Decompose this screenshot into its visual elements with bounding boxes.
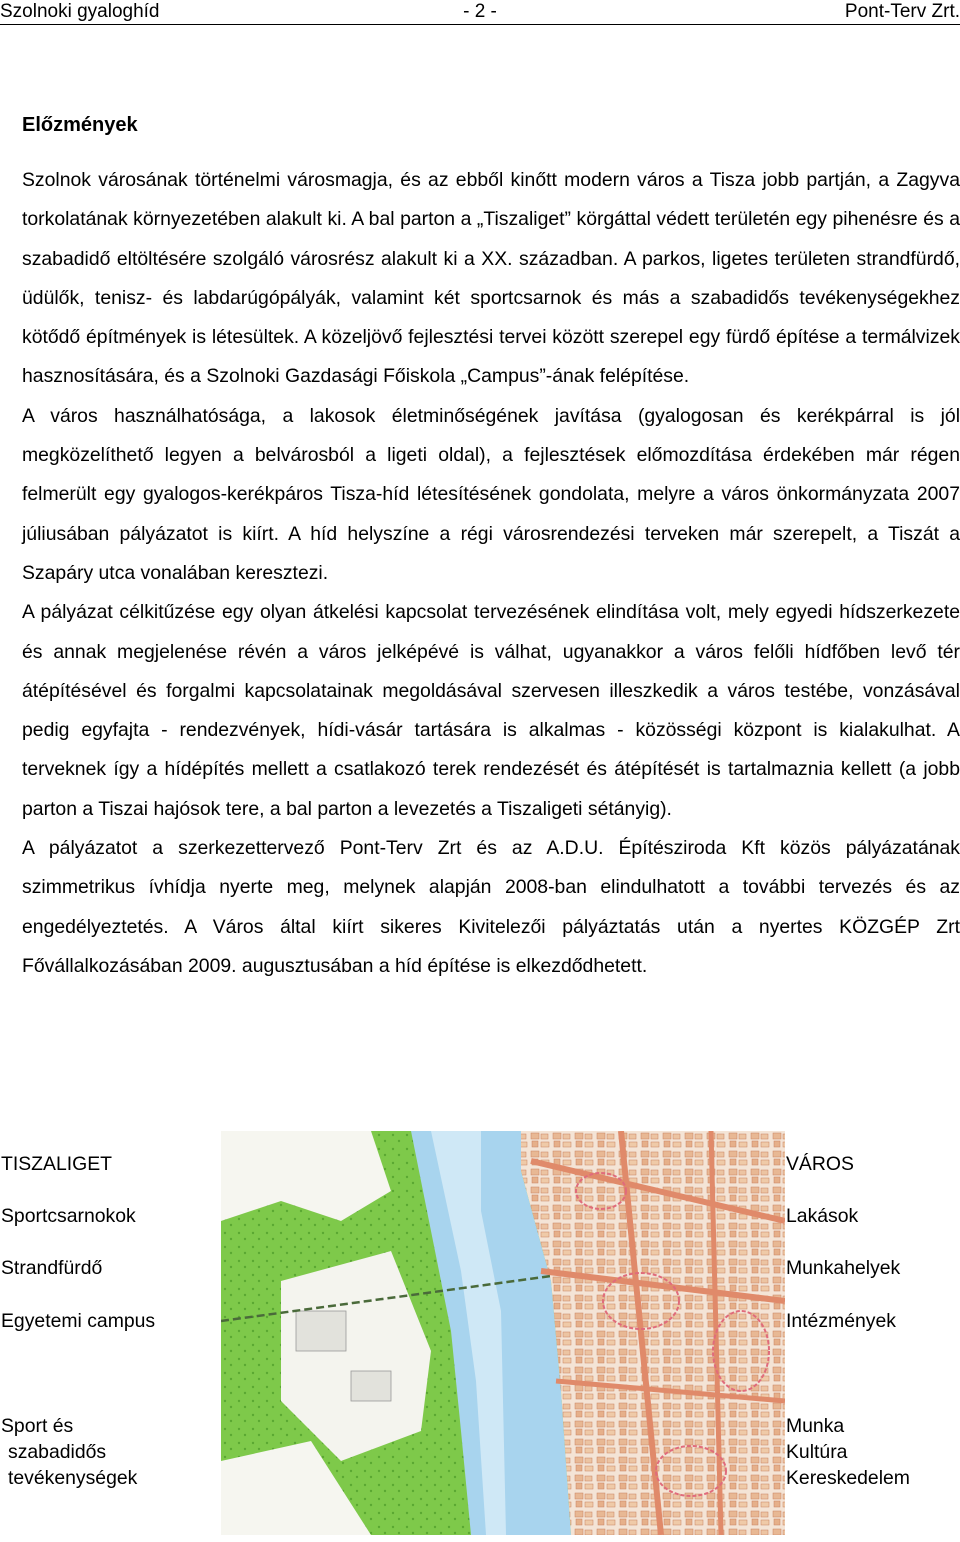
label-line: Sport és	[1, 1415, 74, 1437]
label-line: szabadidős	[8, 1441, 107, 1463]
label-line: Kultúra	[786, 1441, 848, 1463]
paragraph: A pályázatot a szerkezettervező Pont-Terv Zrt és az A.D.U. Építésziroda Kft közös pályázatának szimmetrikus ívhídja nyerte meg, melynek alapján 2008-ban elindulhatott a további tervezés és az engedélyeztetés. A Város által kiírt sikeres Kivitelezői pályáztatás után a nyertes KÖZGÉP Zrt Fővállalkozásában 2009. augusztusában a híd építése is elkezdődhetett.	[22, 837, 960, 977]
label-line: Kereskedelem	[786, 1467, 910, 1489]
paragraph: Szolnok városának történelmi városmagja, és az ebből kinőtt modern város a Tisza jobb partján, a Zagyva torkolatának környezetében alakult ki. A bal parton a „Tiszaliget” körgáttal védett területén egy pihenésre és a szabadidő eltöltésére szolgáló városrész alakult ki a XX. században. A parkos, ligetes területen strandfürdő, üdülők, tenisz- és labdarúgópályák, valamint két sportcsarnok és más a szabadidős tevékenységekhez kötődő építmények is létesültek. A közeljövő fejlesztési tervei között szerepel egy fürdő építése a termálvizek hasznosítására, és a Szolnoki Gazdasági Főiskola „Campus”-ának felépítése.	[22, 169, 960, 388]
label-varos: VÁROS	[786, 1153, 854, 1175]
label-intezmenyek: Intézmények	[786, 1310, 896, 1332]
header-document-title: Szolnoki gyaloghíd	[0, 1, 160, 22]
label-tiszaliget: TISZALIGET	[1, 1153, 112, 1175]
label-munkahelyek: Munkahelyek	[786, 1257, 901, 1279]
label-egyetemi-campus: Egyetemi campus	[1, 1310, 156, 1332]
header-company: Pont-Terv Zrt.	[844, 1, 960, 22]
label-sportcsarnokok: Sportcsarnokok	[1, 1205, 136, 1227]
site-map-image	[221, 1131, 785, 1535]
label-line: tevékenységek	[8, 1467, 138, 1489]
page-header	[0, 0, 960, 25]
header-page-number: - 2 -	[463, 1, 497, 22]
body-text	[22, 161, 960, 986]
label-strandfurdo: Strandfürdő	[1, 1257, 103, 1279]
paragraph: A pályázat célkitűzése egy olyan átkelési kapcsolat tervezésének elindítása volt, mely egyedi hídszerkezete és annak megjelenése révén a város jelképévé is válhat, ugyanakkor a város felőli hídfőben levő tér átépítésével és forgalmi kapcsolatainak megoldásával szervesen illeszkedik a város testébe, vonzásával pedig egyfajta - rendezvények, hídi-vásár tartására is alkalmas - közösségi központ is kialakulhat. A terveknek így a hídépítés mellett a csatlakozó terek rendezését és átépítését is tartalmaznia kellett (a jobb parton a Tiszai hajósok tere, a bal parton a levezetés a Tiszaligeti sétányig).	[22, 601, 960, 820]
label-line: Munka	[786, 1415, 845, 1437]
label-lakasok: Lakások	[786, 1205, 859, 1227]
paragraph: A város használhatósága, a lakosok életminőségének javítása (gyalogosan és kerékpárral is jól megközelíthető legyen a belvárosból a ligeti oldal), a fejlesztések előmozdítása érdekében már régen felmerült egy gyalogos-kerékpáros Tisza-híd létesítésének gondolata, melyre a város önkormányzata 2007 júliusában pályázatot is kiírt. A híd helyszíne a régi városrendezési terveken már szerepelt, a Tiszát a Szapáry utca vonalában keresztezi.	[22, 404, 960, 584]
section-title: Előzmények	[22, 114, 138, 136]
